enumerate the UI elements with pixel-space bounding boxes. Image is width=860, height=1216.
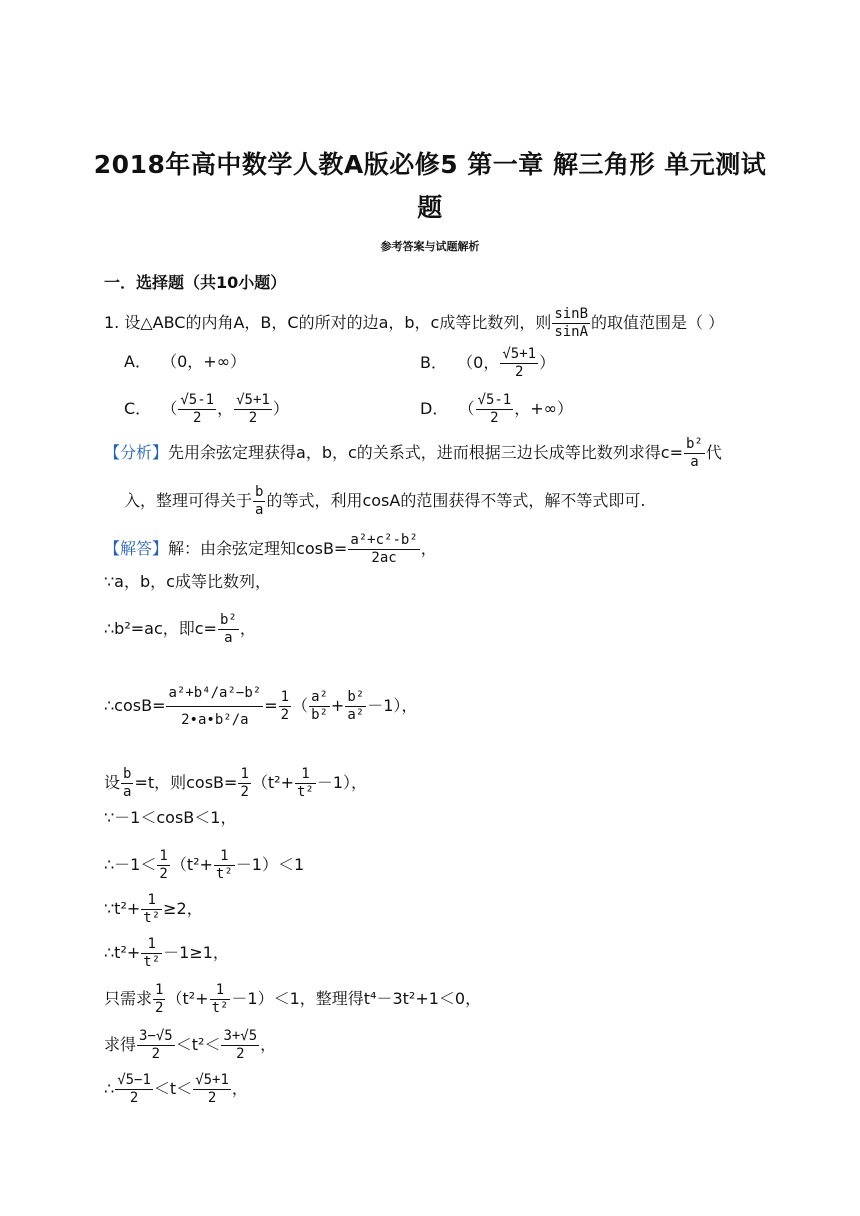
analysis-text: 入，整理可得关于 bbox=[124, 491, 253, 510]
fraction-denominator: t² bbox=[143, 910, 161, 926]
fraction bbox=[218, 612, 239, 647]
fraction-numerator: a² bbox=[311, 689, 328, 705]
fraction-denominator: 2 bbox=[129, 1090, 139, 1106]
answer-text: ∴ bbox=[104, 1079, 115, 1098]
answer-line-9 bbox=[104, 936, 229, 971]
fraction-numerator: 1 bbox=[141, 892, 162, 910]
fraction-numerator: 1 bbox=[295, 766, 316, 784]
answer-line-7 bbox=[104, 848, 304, 883]
fraction-denominator: 2 bbox=[207, 1090, 217, 1106]
fraction-denominator: 2•a•b²/a bbox=[181, 712, 249, 728]
option-d bbox=[420, 392, 573, 427]
answer-text: ∴b²=ac，即c= bbox=[104, 619, 217, 638]
answer-text: 只需求 bbox=[104, 989, 153, 1008]
answer-line-12 bbox=[104, 1072, 248, 1107]
fraction-denominator: 2 bbox=[240, 784, 249, 800]
fraction bbox=[295, 766, 316, 801]
fraction-numerator: 1 bbox=[280, 689, 290, 705]
option-b-label: B． bbox=[420, 353, 447, 372]
answer-line-10 bbox=[104, 982, 481, 1017]
answer-line-4 bbox=[104, 680, 417, 733]
fraction-numerator: √5-1 bbox=[180, 392, 215, 408]
fraction-numerator: b² bbox=[219, 612, 237, 628]
fraction bbox=[348, 532, 419, 567]
fraction-denominator: sinA bbox=[554, 324, 589, 340]
fraction bbox=[221, 1028, 259, 1063]
fraction-numerator: √5+1 bbox=[236, 392, 270, 408]
option-a-text: （0，+∞） bbox=[161, 352, 247, 371]
fraction-denominator: a bbox=[690, 454, 699, 470]
answer-text: 设 bbox=[104, 773, 121, 792]
fraction-denominator: b² bbox=[311, 707, 328, 723]
fraction-numerator: b² bbox=[685, 436, 703, 452]
answer-text-end: ≥2， bbox=[163, 899, 203, 918]
option-c-label: C． bbox=[124, 399, 152, 418]
answer-text-end: ， bbox=[260, 1035, 277, 1054]
fraction-numerator: 1 bbox=[240, 766, 249, 782]
equals-sign: = bbox=[264, 696, 278, 715]
question-suffix: 的取值范围是（ ） bbox=[591, 313, 725, 332]
fraction bbox=[178, 392, 216, 427]
answer-text-close: －1）＜1，整理得t⁴－3t²+1＜0， bbox=[231, 989, 482, 1008]
answer-text: 解：由余弦定理知cosB= bbox=[168, 539, 348, 558]
analysis-tag: 【分析】 bbox=[104, 443, 169, 462]
fraction-denominator: a² bbox=[347, 707, 365, 723]
fraction bbox=[157, 848, 169, 883]
option-a bbox=[124, 352, 246, 372]
fraction bbox=[279, 689, 291, 724]
answer-line-5 bbox=[104, 766, 367, 801]
close-paren: －1）， bbox=[367, 696, 418, 715]
answer-text-open: （t²+ bbox=[251, 773, 294, 792]
fraction-denominator: 2 bbox=[280, 707, 290, 723]
option-b bbox=[420, 346, 555, 381]
fraction bbox=[476, 392, 514, 427]
option-c bbox=[124, 392, 289, 427]
option-c-pre: （ bbox=[161, 399, 178, 418]
answer-line-3 bbox=[104, 612, 256, 647]
analysis-text: 先用余弦定理获得a，b，c的关系式，进而根据三边长成等比数列求得c= bbox=[168, 443, 683, 462]
fraction-numerator: a²+b⁴/a²−b² bbox=[166, 680, 263, 707]
fraction bbox=[137, 1028, 175, 1063]
fraction-numerator: a²+c²-b² bbox=[350, 532, 418, 548]
page-title bbox=[0, 145, 860, 181]
fraction bbox=[684, 436, 705, 471]
analysis-text-end: 代 bbox=[705, 443, 722, 462]
analysis-text-end: 的等式，利用cosA的范围获得不等式，解不等式即可. bbox=[266, 491, 646, 510]
answer-text-end: －1≥1， bbox=[163, 943, 229, 962]
answer-text-mid: ＜t＜ bbox=[153, 1079, 193, 1098]
fraction-denominator: t² bbox=[297, 784, 314, 800]
answer-text-end: ， bbox=[420, 539, 437, 558]
option-a-label: A． bbox=[124, 352, 151, 371]
fraction-numerator: 1 bbox=[155, 982, 164, 998]
answer-text: ∵t²+ bbox=[104, 899, 141, 918]
fraction-denominator: 2 bbox=[248, 410, 258, 426]
fraction-denominator: 2 bbox=[514, 364, 524, 380]
fraction-denominator: 2 bbox=[236, 1046, 245, 1062]
answer-line-6: ∵－1＜cosB＜1， bbox=[104, 808, 237, 827]
fraction bbox=[153, 982, 165, 1017]
fraction bbox=[121, 766, 133, 801]
fraction-denominator: t² bbox=[215, 866, 233, 882]
fraction-numerator: b bbox=[123, 766, 132, 782]
fraction bbox=[345, 689, 366, 724]
option-c-post: ） bbox=[272, 399, 289, 418]
option-d-pre: （ bbox=[458, 399, 475, 418]
fraction bbox=[253, 484, 265, 519]
fraction-denominator: t² bbox=[211, 1000, 229, 1016]
answer-line-1 bbox=[104, 532, 437, 567]
fraction-numerator: b² bbox=[347, 689, 365, 705]
option-d-post: ，+∞） bbox=[514, 399, 573, 418]
fraction-denominator: a bbox=[255, 502, 264, 518]
fraction-numerator: 3−√5 bbox=[139, 1028, 173, 1044]
answer-text: 求得 bbox=[104, 1035, 137, 1054]
fraction bbox=[193, 1072, 231, 1107]
section-heading: 一．选择题（共10小题） bbox=[104, 273, 287, 292]
fraction bbox=[214, 848, 235, 883]
fraction-numerator: 1 bbox=[214, 848, 235, 866]
answer-text-close: －1）＜1 bbox=[235, 855, 305, 874]
title-line-1: 2018年高中数学人教A版必修5 第一章 解三角形 单元测试 bbox=[93, 150, 767, 179]
answer-text: ∴cosB= bbox=[104, 696, 166, 715]
answer-line-11 bbox=[104, 1028, 276, 1063]
fraction-denominator: 2 bbox=[151, 1046, 161, 1062]
fraction-denominator: 2 bbox=[155, 1000, 164, 1016]
answer-tag: 【解答】 bbox=[104, 539, 169, 558]
answer-text-open: （t²+ bbox=[170, 855, 213, 874]
fraction-denominator: 2 bbox=[159, 866, 168, 882]
fraction-denominator: 2 bbox=[193, 410, 202, 426]
fraction-numerator: 3+√5 bbox=[223, 1028, 258, 1044]
analysis-line-2 bbox=[124, 484, 645, 519]
answer-text-mid: ＜t²＜ bbox=[175, 1035, 221, 1054]
fraction-denominator: t² bbox=[143, 954, 161, 970]
fraction bbox=[234, 392, 272, 427]
option-b-pre: （0， bbox=[457, 353, 500, 372]
answer-text-mid: =t，则cosB= bbox=[134, 773, 238, 792]
option-d-label: D． bbox=[420, 399, 449, 418]
fraction-denominator: a bbox=[224, 630, 233, 646]
fraction bbox=[141, 892, 162, 927]
answer-text: ∴t²+ bbox=[104, 943, 141, 962]
fraction bbox=[552, 306, 590, 341]
plus-sign: + bbox=[330, 696, 345, 715]
option-c-mid: ， bbox=[217, 399, 234, 418]
fraction-numerator: b bbox=[255, 484, 264, 500]
question-text: 1. 设△ABC的内角A，B，C的所对的边a，b，c成等比数列，则 bbox=[104, 313, 552, 332]
fraction bbox=[238, 766, 250, 801]
fraction bbox=[115, 1072, 153, 1107]
fraction bbox=[141, 936, 162, 971]
fraction bbox=[309, 689, 330, 724]
analysis-line-1 bbox=[104, 436, 722, 471]
fraction-numerator: 1 bbox=[210, 982, 231, 1000]
fraction-numerator: √5−1 bbox=[117, 1072, 151, 1088]
fraction bbox=[500, 346, 538, 381]
fraction-numerator: √5+1 bbox=[195, 1072, 229, 1088]
question-stem bbox=[104, 306, 724, 341]
fraction-numerator: 1 bbox=[159, 848, 168, 864]
fraction bbox=[210, 982, 231, 1017]
fraction-numerator: 1 bbox=[141, 936, 162, 954]
fraction-denominator: 2ac bbox=[371, 550, 397, 566]
fraction bbox=[166, 680, 263, 733]
answer-text: ∴－1＜ bbox=[104, 855, 157, 874]
fraction-denominator: a bbox=[123, 784, 132, 800]
answer-line-8 bbox=[104, 892, 203, 927]
answer-text-end: ， bbox=[239, 619, 256, 638]
open-paren: （ bbox=[292, 696, 309, 715]
fraction-numerator: sinB bbox=[554, 306, 589, 322]
fraction-denominator: 2 bbox=[490, 410, 499, 426]
answer-text-end: ， bbox=[231, 1079, 248, 1098]
title-line-2: 题 bbox=[417, 193, 443, 222]
answer-text-close: －1）， bbox=[316, 773, 368, 792]
subtitle: 参考答案与试题解析 bbox=[380, 240, 480, 253]
answer-line-2: ∵a，b，c成等比数列， bbox=[104, 572, 271, 591]
fraction-numerator: √5-1 bbox=[477, 392, 512, 408]
answer-text-open: （t²+ bbox=[166, 989, 209, 1008]
fraction-numerator: √5+1 bbox=[502, 346, 537, 362]
page-title-continued bbox=[0, 188, 860, 224]
option-b-post: ） bbox=[539, 353, 556, 372]
